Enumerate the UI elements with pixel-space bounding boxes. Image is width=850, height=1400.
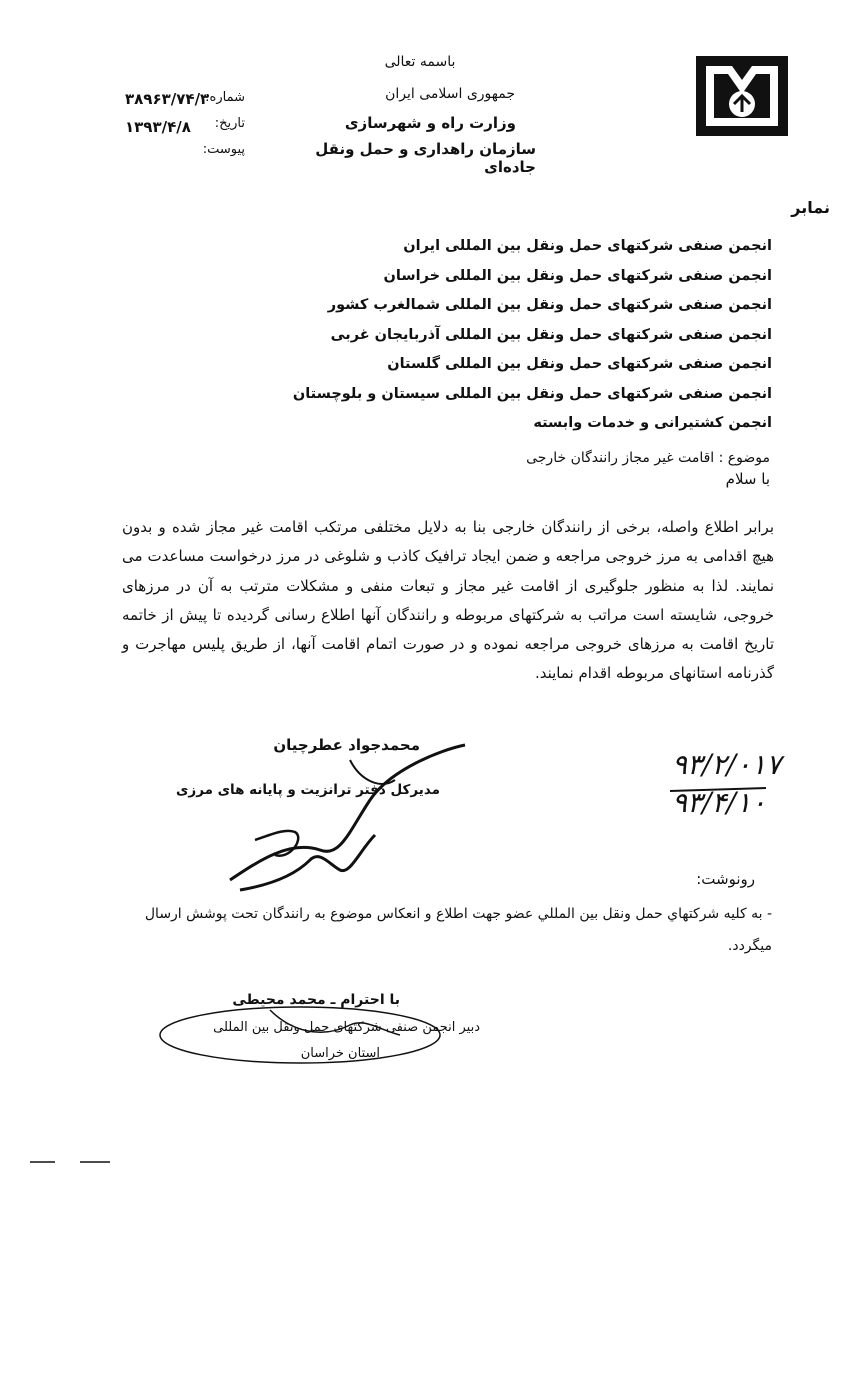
sender-regards: با احترام ـ محمد محیطی bbox=[232, 992, 400, 1008]
handwritten-date: ۹۳/۴/۱۰ bbox=[672, 786, 767, 819]
recipient-item: انجمن صنفی شرکتهای حمل ونقل بین المللی آذربایجان غربی bbox=[330, 326, 772, 343]
sender-region: استان خراسان bbox=[300, 1046, 380, 1061]
recipient-list bbox=[292, 232, 772, 439]
handwritten-date: ۹۳/۲/۰۱۷ bbox=[672, 748, 782, 781]
number-label: شماره: bbox=[205, 90, 245, 105]
attachment-label: پیوست: bbox=[202, 142, 245, 157]
recipient-item: انجمن صنفی شرکتهای حمل ونقل بین المللی ایران bbox=[403, 238, 772, 254]
republic-name: جمهوری اسلامی ایران bbox=[385, 86, 515, 102]
divider bbox=[30, 1160, 110, 1164]
road-transport-logo bbox=[692, 52, 792, 140]
salutation: با سلام bbox=[725, 470, 770, 488]
number-value: ۳۸۹۶۳/۷۴/۳ bbox=[125, 90, 210, 108]
sender-title: دبیر انجمن صنفی شرکتهای حمل ونقل بین المللی bbox=[213, 1020, 480, 1035]
signer-title: مدیرکل دفتر ترانزیت و پایانه های مرزی bbox=[176, 782, 440, 798]
recipient-item: انجمن صنفی شرکتهای حمل ونقل بین المللی سیستان و بلوچستان bbox=[292, 385, 772, 402]
document-type: نمابر bbox=[791, 198, 830, 217]
handwritten-signature bbox=[176, 740, 500, 900]
recipient-item: انجمن کشتیرانی و خدمات وابسته bbox=[533, 415, 772, 431]
date-value: ۱۳۹۳/۴/۸ bbox=[125, 118, 191, 136]
ministry-name: وزارت راه و شهرسازی bbox=[344, 114, 516, 132]
subject-line: موضوع : اقامت غیر مجاز رانندگان خارجی bbox=[526, 450, 770, 466]
recipient-item: انجمن صنفی شرکتهای حمل ونقل بین المللی خراسان bbox=[383, 267, 772, 284]
letter-body: برابر اطلاع واصله، برخی از رانندگان خارجی بنا به دلایل مختلفی مرتکب اقامت غیر مجاز شده و بدون هیچ اقدامی به مرز خروجی مراجعه و ضمن ایجاد ترافیک کاذب و شلوغی در مرز درخواست مساعدت می نمایند. لذا به منظور جلوگیری از اقامت غیر مجاز و تبعات منفی و مشکلات مترتب به آن در مرزهای خروجی، شایسته است مراتب به شرکتهای مربوطه و رانندگان آنها اطلاع رسانی گردیده تا پیش از خاتمه تاریخ اقامت به مرزهای خروجی مراجعه نموده و در صورت اتمام اقامت آنها، از طریق پلیس مهاجرت و گذرنامه استانهای مربوطه اقدام نمایند. bbox=[122, 518, 774, 683]
date-label: تاریخ: bbox=[214, 116, 245, 131]
recipient-item: انجمن صنفی شرکتهای حمل ونقل بین المللی گلستان bbox=[387, 356, 772, 372]
cc-title: رونوشت: bbox=[696, 870, 755, 888]
basmala: باسمه تعالی bbox=[384, 54, 456, 70]
signer-name: محمدجواد عطرچیان bbox=[273, 736, 420, 754]
organization-name: سازمان راهداری و حمل ونقل جاده‌ای bbox=[315, 140, 536, 176]
recipient-item: انجمن صنفی شرکتهای حمل ونقل بین المللی شمالغرب کشور bbox=[327, 297, 772, 313]
cc-text: - به کلیه شرکتهاي حمل ونقل بين المللي عضو جهت اطلاع و انعکاس موضوع به رانندگان تحت پوشش ارسال ميگردد. bbox=[144, 906, 772, 954]
